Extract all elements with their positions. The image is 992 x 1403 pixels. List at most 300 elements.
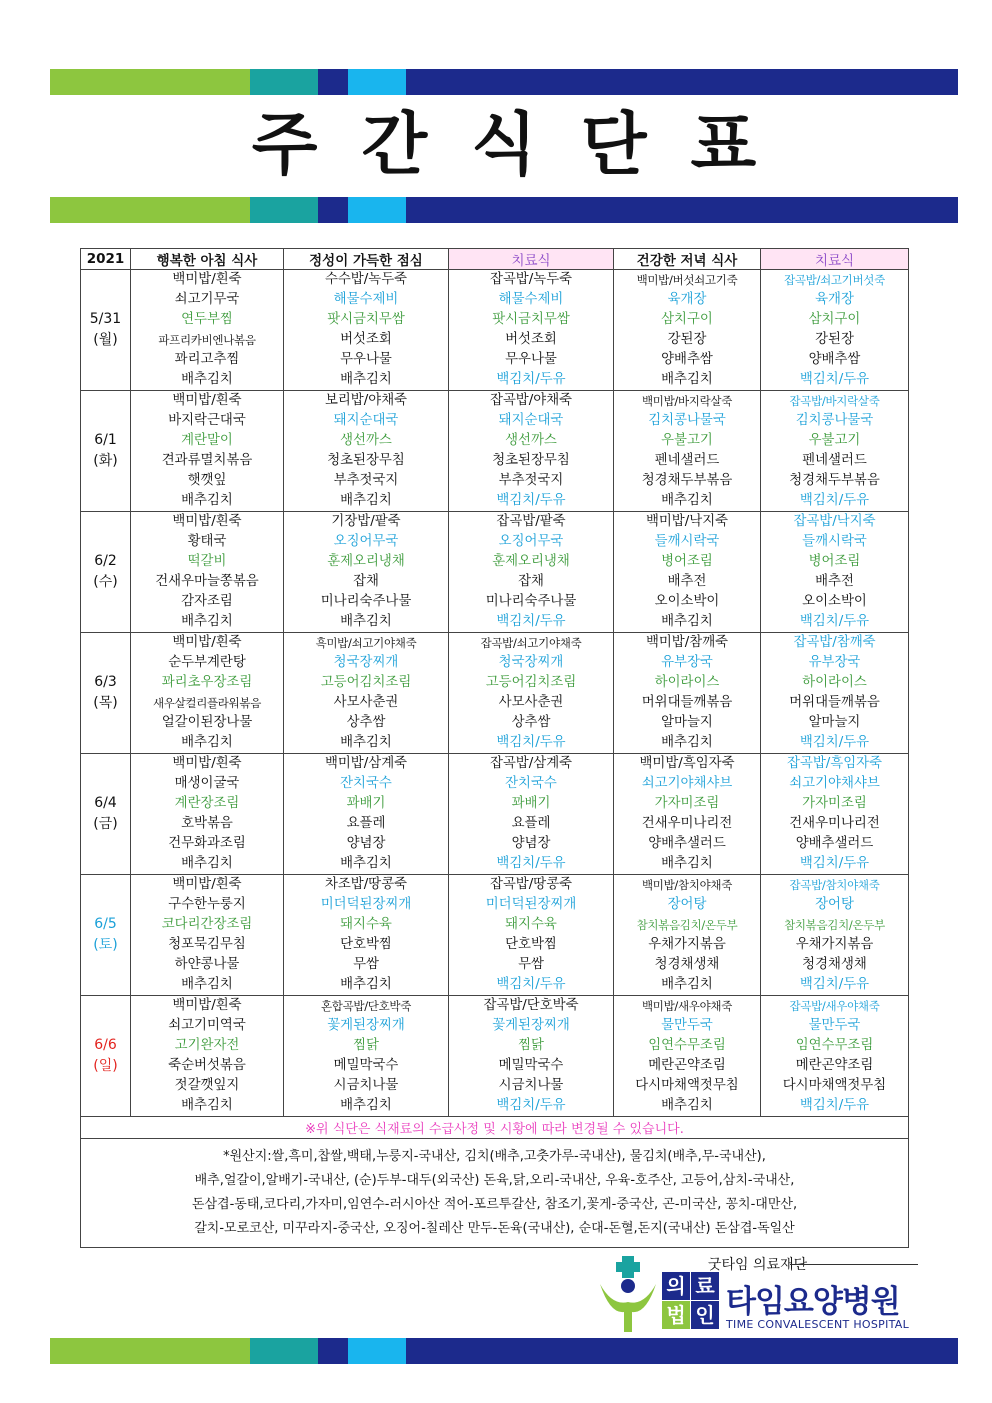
menu-item: 돼지순대국 xyxy=(333,413,399,428)
dinner-ther-cell xyxy=(761,512,909,633)
menu-item: 메란곤약조림 xyxy=(795,1058,874,1073)
menu-item: 꽃게된장찌개 xyxy=(492,1018,570,1033)
menu-item: 미나리숙주나물 xyxy=(320,594,412,609)
menu-item: 청경채두부볶음 xyxy=(789,473,880,488)
day-row xyxy=(81,270,909,391)
menu-item: 강된장 xyxy=(815,332,854,347)
notice-text: ※위 식단은 식재료의 수급사정 및 시황에 따라 변경될 수 있습니다. xyxy=(81,1117,909,1139)
menu-item: 하얀콩나물 xyxy=(174,957,240,972)
menu-item: 배추김치 xyxy=(340,1098,392,1113)
table-header-row xyxy=(81,249,909,270)
menu-item: 새우살컬리플라워볶음 xyxy=(152,696,262,710)
menu-item: 백김치/두유 xyxy=(799,372,870,387)
menu-item: 청포묵김무침 xyxy=(168,937,246,952)
menu-item: 배추김치 xyxy=(340,614,392,629)
menu-item: 계란말이 xyxy=(181,433,233,448)
hospital-emblem-icon xyxy=(598,1254,658,1334)
menu-item: 돼지수육 xyxy=(505,917,557,932)
lunch-cell xyxy=(284,633,449,754)
menu-item: 연두부찜 xyxy=(181,312,233,327)
menu-item: 버섯조회 xyxy=(340,332,392,347)
day-label xyxy=(81,633,131,754)
menu-item: 잔치국수 xyxy=(505,776,557,791)
menu-item: 백미밥/참깨죽 xyxy=(645,635,729,650)
menu-item: 무우나물 xyxy=(340,352,392,367)
menu-item: 백미밥/흰죽 xyxy=(172,756,242,771)
menu-item: 죽순버섯볶음 xyxy=(168,1058,246,1073)
menu-item: 백김치/두유 xyxy=(496,977,566,992)
menu-item: 백미밥/새우야채죽 xyxy=(641,999,733,1013)
menu-item: 배추김치 xyxy=(661,856,713,871)
dinner-cell xyxy=(614,270,761,391)
dinner-ther-cell xyxy=(761,996,909,1117)
menu-item: 배추김치 xyxy=(661,977,713,992)
menu-item: 머위대들깨볶음 xyxy=(789,695,880,710)
day-row xyxy=(81,512,909,633)
menu-item: 팟시금치무쌈 xyxy=(327,312,405,327)
origin-info xyxy=(81,1139,909,1248)
menu-item: 삼치구이 xyxy=(661,312,713,327)
menu-item: 임연수무조림 xyxy=(648,1038,726,1053)
menu-item: 배추김치 xyxy=(340,493,392,508)
dinner-ther-cell xyxy=(761,391,909,512)
menu-item: 호박볶음 xyxy=(181,816,233,831)
day-weekday: (일) xyxy=(93,1058,118,1074)
menu-item: 잡곡밥/참깨죽 xyxy=(793,635,876,650)
menu-item: 미나리숙주나물 xyxy=(485,594,577,609)
menu-item: 보리밥/야채죽 xyxy=(324,393,408,408)
menu-item: 흑미밥/쇠고기야채죽 xyxy=(315,636,417,650)
menu-item: 수수밥/녹두죽 xyxy=(324,272,408,287)
menu-item: 부추젓국지 xyxy=(333,473,399,488)
menu-item: 메란곤약조림 xyxy=(648,1058,726,1073)
menu-item: 삼치구이 xyxy=(808,312,861,327)
lunch-ther-cell xyxy=(449,391,614,512)
breakfast-cell xyxy=(131,875,284,996)
menu-item: 백김치/두유 xyxy=(496,856,566,871)
menu-item: 미더덕된장찌개 xyxy=(320,897,412,912)
day-label xyxy=(81,512,131,633)
menu-item: 배추김치 xyxy=(181,614,233,629)
menu-item: 얼갈이된장나물 xyxy=(161,715,253,730)
menu-item: 미더덕된장찌개 xyxy=(485,897,577,912)
menu-item: 하이라이스 xyxy=(802,675,867,690)
menu-item: 파프리카비엔나볶음 xyxy=(158,333,256,347)
menu-item: 고기완자전 xyxy=(174,1038,240,1053)
origin-line: *원산지:쌀,흑미,찹쌀,백태,누룽지-국내산, 김치(배추,고춧가루-국내산), 물김치(배추,무-국내산), xyxy=(223,1149,766,1164)
menu-item: 꽈배기 xyxy=(511,796,551,811)
menu-item: 견과류멸치볶음 xyxy=(161,453,253,468)
breakfast-cell xyxy=(131,633,284,754)
menu-item: 청경채생채 xyxy=(802,957,867,972)
breakfast-cell xyxy=(131,512,284,633)
menu-item: 오이소박이 xyxy=(802,594,867,609)
menu-item: 훈제오리냉채 xyxy=(492,554,570,569)
day-weekday: (토) xyxy=(93,937,118,953)
menu-item: 메밀막국수 xyxy=(333,1058,399,1073)
menu-item: 참치볶음김치/온두부 xyxy=(784,918,885,932)
menu-item: 병어조림 xyxy=(808,554,861,569)
menu-item: 오이소박이 xyxy=(654,594,720,609)
menu-item: 바지락근대국 xyxy=(168,413,246,428)
lunch-cell xyxy=(284,875,449,996)
menu-item: 잡곡밥/팥죽 xyxy=(496,514,566,529)
day-weekday: (화) xyxy=(93,453,118,469)
menu-item: 배추김치 xyxy=(661,735,713,750)
menu-item: 백미밥/흰죽 xyxy=(172,998,242,1013)
middle-color-bar xyxy=(50,197,958,223)
menu-item: 오징어무국 xyxy=(333,534,399,549)
menu-item: 백미밥/삼계죽 xyxy=(324,756,408,771)
hospital-logo xyxy=(598,1254,938,1334)
day-row xyxy=(81,754,909,875)
menu-item: 육개장 xyxy=(667,292,707,307)
menu-item: 펜네샐러드 xyxy=(654,453,720,468)
menu-item: 잡곡밥/삼계죽 xyxy=(489,756,573,771)
menu-item: 매생이굴국 xyxy=(174,776,240,791)
day-label xyxy=(81,996,131,1117)
menu-item: 물만두국 xyxy=(661,1018,713,1033)
menu-item: 알마늘지 xyxy=(808,715,861,730)
day-label xyxy=(81,391,131,512)
day-date: 6/5 xyxy=(94,916,117,932)
menu-item: 상추쌈 xyxy=(511,715,551,730)
menu-item: 양배추샐러드 xyxy=(648,836,726,851)
hospital-english-name: TIME CONVALESCENT HOSPITAL xyxy=(726,1318,910,1331)
dinner-ther-cell xyxy=(761,270,909,391)
header-lunch: 정성이 가득한 점심 xyxy=(284,249,449,270)
header-dinner: 건강한 저녁 식사 xyxy=(614,249,761,270)
menu-item: 찜닭 xyxy=(518,1038,544,1053)
menu-item: 잡곡밥/단호박죽 xyxy=(483,998,579,1013)
menu-item: 백김치/두유 xyxy=(496,493,566,508)
menu-item: 순두부계란탕 xyxy=(168,655,246,670)
menu-item: 배추김치 xyxy=(661,372,713,387)
menu-item: 양념장 xyxy=(511,836,551,851)
menu-item: 백김치/두유 xyxy=(799,735,870,750)
menu-item: 유부장국 xyxy=(661,655,713,670)
menu-item: 꽈리고추찜 xyxy=(174,352,240,367)
day-label xyxy=(81,754,131,875)
menu-item: 해물수제비 xyxy=(333,292,399,307)
lunch-ther-cell xyxy=(449,996,614,1117)
menu-item: 고등어김치조림 xyxy=(320,675,412,690)
dinner-cell xyxy=(614,754,761,875)
logo-char: 료 xyxy=(691,1272,719,1300)
menu-item: 배추김치 xyxy=(340,856,392,871)
menu-item: 배추김치 xyxy=(181,493,233,508)
lunch-cell xyxy=(284,391,449,512)
menu-item: 강된장 xyxy=(667,332,707,347)
menu-item: 청국장찌개 xyxy=(498,655,564,670)
menu-item: 우채가지볶음 xyxy=(795,937,874,952)
menu-item: 무쌈 xyxy=(353,957,379,972)
menu-item: 머위대들깨볶음 xyxy=(641,695,733,710)
menu-item: 유부장국 xyxy=(808,655,861,670)
menu-item: 잔치국수 xyxy=(340,776,392,791)
menu-item: 백김치/두유 xyxy=(496,372,566,387)
lunch-cell xyxy=(284,754,449,875)
menu-item: 건새우미나리전 xyxy=(641,816,733,831)
dinner-ther-cell xyxy=(761,875,909,996)
menu-item: 잡채 xyxy=(353,574,379,589)
menu-item: 우불고기 xyxy=(808,433,861,448)
menu-item: 장어탕 xyxy=(667,897,707,912)
menu-item: 양념장 xyxy=(346,836,386,851)
logo-char: 인 xyxy=(691,1301,719,1329)
menu-item: 가자미조림 xyxy=(654,796,720,811)
breakfast-cell xyxy=(131,270,284,391)
day-label xyxy=(81,875,131,996)
menu-item: 다시마채액젓무침 xyxy=(635,1078,739,1093)
menu-item: 잡곡밥/바지락살죽 xyxy=(789,394,880,408)
lunch-ther-cell xyxy=(449,875,614,996)
day-date: 6/3 xyxy=(94,674,117,690)
menu-item: 배추김치 xyxy=(340,372,392,387)
menu-item: 고등어김치조림 xyxy=(485,675,577,690)
top-color-bar xyxy=(50,69,958,95)
menu-item: 배추전 xyxy=(667,574,707,589)
menu-item: 부추젓국지 xyxy=(498,473,564,488)
menu-item: 백김치/두유 xyxy=(799,1098,870,1113)
menu-item: 건무화과조림 xyxy=(168,836,246,851)
day-row xyxy=(81,996,909,1117)
menu-item: 혼합곡밥/단호박죽 xyxy=(320,999,412,1013)
menu-item: 생선까스 xyxy=(340,433,392,448)
menu-item: 젓갈깻잎지 xyxy=(174,1078,240,1093)
menu-item: 쇠고기야채샤브 xyxy=(641,776,733,791)
menu-item: 시금치나물 xyxy=(498,1078,564,1093)
lunch-cell xyxy=(284,270,449,391)
menu-item: 배추김치 xyxy=(181,1098,233,1113)
menu-item: 임연수무조림 xyxy=(795,1038,874,1053)
menu-item: 백김치/두유 xyxy=(496,1098,566,1113)
day-date: 6/4 xyxy=(94,795,117,811)
origin-line: 갈치-모로코산, 미꾸라지-중국산, 오징어-칠레산 만두-돈육(국내산), 순대-돈혈,돈지(국내산) 돈삼겹-독일산 xyxy=(194,1221,795,1236)
lunch-ther-cell xyxy=(449,633,614,754)
menu-item: 계란장조림 xyxy=(174,796,240,811)
menu-item: 양배추쌈 xyxy=(661,352,713,367)
menu-item: 백미밥/흰죽 xyxy=(172,877,242,892)
menu-item: 잡곡밥/낙지죽 xyxy=(793,514,876,529)
menu-item: 잡곡밥/흑임자죽 xyxy=(786,756,883,771)
menu-item: 잡채 xyxy=(518,574,544,589)
menu-item: 메밀막국수 xyxy=(498,1058,564,1073)
menu-item: 사모사춘권 xyxy=(498,695,564,710)
menu-item: 백미밥/버섯쇠고기죽 xyxy=(636,273,738,287)
menu-item: 들깨시락국 xyxy=(654,534,720,549)
menu-item: 코다리간장조림 xyxy=(161,917,253,932)
menu-item: 상추쌈 xyxy=(346,715,386,730)
menu-item: 물만두국 xyxy=(808,1018,861,1033)
menu-item: 장어탕 xyxy=(815,897,854,912)
menu-item: 백미밥/흰죽 xyxy=(172,272,242,287)
menu-item: 황태국 xyxy=(187,534,227,549)
menu-item: 배추김치 xyxy=(181,856,233,871)
day-label xyxy=(81,270,131,391)
menu-item: 백김치/두유 xyxy=(799,614,870,629)
menu-item: 감자조림 xyxy=(181,594,233,609)
menu-item: 들깨시락국 xyxy=(802,534,867,549)
lunch-ther-cell xyxy=(449,512,614,633)
menu-item: 쇠고기야채샤브 xyxy=(789,776,880,791)
menu-item: 백미밥/흰죽 xyxy=(172,514,242,529)
menu-item: 잡곡밥/쇠고기버섯죽 xyxy=(784,273,885,287)
dinner-cell xyxy=(614,391,761,512)
menu-item: 잡곡밥/녹두죽 xyxy=(489,272,573,287)
menu-item: 양배추샐러드 xyxy=(795,836,874,851)
menu-item: 차조밥/땅콩죽 xyxy=(324,877,408,892)
menu-item: 해물수제비 xyxy=(498,292,564,307)
bottom-color-bar xyxy=(50,1338,958,1364)
menu-item: 무쌈 xyxy=(518,957,544,972)
menu-item: 우채가지볶음 xyxy=(648,937,726,952)
menu-item: 청국장찌개 xyxy=(333,655,399,670)
menu-item: 오징어무국 xyxy=(498,534,564,549)
menu-item: 배추김치 xyxy=(661,614,713,629)
menu-item: 배추김치 xyxy=(181,372,233,387)
menu-item: 백미밥/바지락살죽 xyxy=(641,394,733,408)
lunch-ther-cell xyxy=(449,270,614,391)
menu-item: 돼지순대국 xyxy=(498,413,564,428)
menu-item: 꽈리초우장조림 xyxy=(161,675,253,690)
menu-item: 양배추쌈 xyxy=(808,352,861,367)
menu-item: 요플레 xyxy=(346,816,386,831)
day-date: 6/1 xyxy=(94,432,117,448)
menu-item: 배추김치 xyxy=(181,735,233,750)
menu-item: 단호박찜 xyxy=(340,937,392,952)
menu-item: 백김치/두유 xyxy=(799,856,870,871)
menu-item: 육개장 xyxy=(815,292,854,307)
menu-item: 찜닭 xyxy=(353,1038,379,1053)
menu-item: 병어조림 xyxy=(661,554,713,569)
day-weekday: (월) xyxy=(93,332,118,348)
header-lunch-therapy: 치료식 xyxy=(449,249,614,270)
menu-item: 청초된장무침 xyxy=(327,453,405,468)
origin-line: 돈삼겹-동태,코다리,가자미,임연수-러시아산 적어-포르투갈산, 참조기,꽃게-중국산, 곤-미국산, 꽁치-대만산, xyxy=(191,1197,798,1212)
menu-item: 생선까스 xyxy=(505,433,557,448)
menu-item: 백김치/두유 xyxy=(496,614,566,629)
day-date: 5/31 xyxy=(89,311,122,327)
menu-item: 쇠고기미역국 xyxy=(168,1018,246,1033)
dinner-cell xyxy=(614,875,761,996)
menu-item: 백미밥/흰죽 xyxy=(172,635,242,650)
menu-item: 꽃게된장찌개 xyxy=(327,1018,405,1033)
dinner-cell xyxy=(614,996,761,1117)
menu-item: 잡곡밥/새우야채죽 xyxy=(789,999,880,1013)
menu-item: 배추김치 xyxy=(181,977,233,992)
hospital-name: 타임요양병원 xyxy=(726,1284,900,1320)
logo-divider xyxy=(790,1264,918,1265)
menu-item: 배추김치 xyxy=(340,977,392,992)
header-year: 2021 xyxy=(81,249,131,270)
menu-item: 배추김치 xyxy=(661,1098,713,1113)
menu-item: 백김치/두유 xyxy=(799,493,870,508)
menu-item: 김치콩나물국 xyxy=(795,413,874,428)
menu-item: 쇠고기무국 xyxy=(174,292,240,307)
menu-item: 청경채생채 xyxy=(654,957,720,972)
menu-table xyxy=(80,248,909,1248)
day-date: 6/2 xyxy=(94,553,117,569)
lunch-cell xyxy=(284,512,449,633)
menu-item: 꽈배기 xyxy=(346,796,386,811)
menu-item: 구수한누룽지 xyxy=(168,897,246,912)
breakfast-cell xyxy=(131,391,284,512)
menu-item: 참치볶음김치/온두부 xyxy=(636,918,738,932)
menu-item: 훈제오리냉채 xyxy=(327,554,405,569)
menu-item: 잡곡밥/땅콩죽 xyxy=(489,877,573,892)
day-weekday: (목) xyxy=(93,695,118,711)
menu-item: 팟시금치무쌈 xyxy=(492,312,570,327)
menu-item: 백미밥/흰죽 xyxy=(172,393,242,408)
menu-item: 배추전 xyxy=(815,574,854,589)
menu-item: 우불고기 xyxy=(661,433,713,448)
dinner-cell xyxy=(614,512,761,633)
page-title: 주간식단표 xyxy=(251,106,801,185)
day-row xyxy=(81,391,909,512)
menu-item: 잡곡밥/야채죽 xyxy=(489,393,573,408)
day-row xyxy=(81,633,909,754)
menu-item: 건새우미나리전 xyxy=(789,816,880,831)
day-weekday: (수) xyxy=(93,574,118,590)
menu-item: 백미밥/낙지죽 xyxy=(645,514,729,529)
breakfast-cell xyxy=(131,754,284,875)
menu-item: 잡곡밥/참치야채죽 xyxy=(789,878,880,892)
day-row xyxy=(81,875,909,996)
lunch-ther-cell xyxy=(449,754,614,875)
menu-item: 돼지수육 xyxy=(340,917,392,932)
logo-char: 의 xyxy=(662,1272,690,1300)
dinner-ther-cell xyxy=(761,633,909,754)
menu-item: 배추김치 xyxy=(661,493,713,508)
day-weekday: (금) xyxy=(93,816,118,832)
menu-item: 배추김치 xyxy=(340,735,392,750)
menu-item: 무우나물 xyxy=(505,352,557,367)
breakfast-cell xyxy=(131,996,284,1117)
menu-item: 백미밥/흑임자죽 xyxy=(639,756,735,771)
menu-item: 백김치/두유 xyxy=(799,977,870,992)
menu-item: 청초된장무침 xyxy=(492,453,570,468)
lunch-cell xyxy=(284,996,449,1117)
menu-item: 백미밥/참치야채죽 xyxy=(641,878,733,892)
menu-item: 건새우마늘쫑볶음 xyxy=(155,574,259,589)
menu-item: 단호박찜 xyxy=(505,937,557,952)
menu-item: 펜네샐러드 xyxy=(802,453,867,468)
menu-item: 사모사춘권 xyxy=(333,695,399,710)
menu-item: 잡곡밥/쇠고기야채죽 xyxy=(480,636,582,650)
dinner-cell xyxy=(614,633,761,754)
menu-item: 청경채두부볶음 xyxy=(641,473,733,488)
menu-item: 백김치/두유 xyxy=(496,735,566,750)
dinner-ther-cell xyxy=(761,754,909,875)
menu-item: 버섯조회 xyxy=(505,332,557,347)
foundation-name: 굿타임 의료재단 xyxy=(708,1257,808,1273)
menu-item: 가자미조림 xyxy=(802,796,867,811)
header-breakfast: 행복한 아침 식사 xyxy=(131,249,284,270)
menu-item: 햇깻잎 xyxy=(187,473,227,488)
header-dinner-therapy: 치료식 xyxy=(761,249,909,270)
day-date: 6/6 xyxy=(94,1037,117,1053)
menu-item: 요플레 xyxy=(511,816,551,831)
menu-item: 기장밥/팥죽 xyxy=(331,514,401,529)
origin-line: 배추,얼갈이,알배기-국내산, (순)두부-대두(외국산) 돈육,닭,오리-국내산, 우육-호주산, 고등어,삼치-국내산, xyxy=(194,1173,795,1188)
menu-item: 떡갈비 xyxy=(187,554,227,569)
menu-item: 하이라이스 xyxy=(654,675,720,690)
menu-item: 다시마채액젓무침 xyxy=(782,1078,887,1093)
menu-item: 알마늘지 xyxy=(661,715,713,730)
menu-item: 시금치나물 xyxy=(333,1078,399,1093)
menu-item: 김치콩나물국 xyxy=(648,413,726,428)
